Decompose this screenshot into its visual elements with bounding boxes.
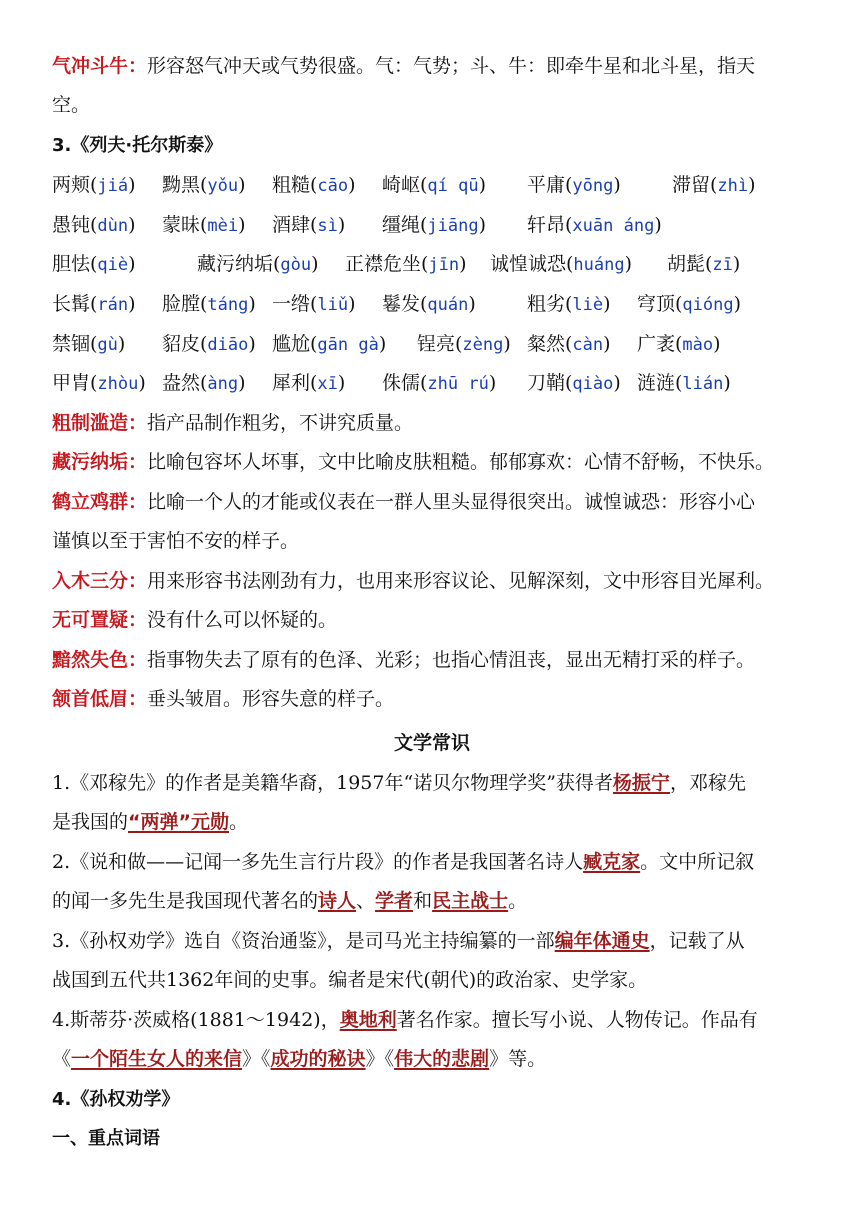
section-heading: 4.《孙权劝学》 xyxy=(52,1089,180,1110)
answer-text: 民主战士 xyxy=(432,890,509,912)
literature-heading: 文学常识 xyxy=(393,732,470,754)
vocabulary-item xyxy=(382,166,486,207)
lit-text: 著名作家。擅长写小说、人物传记。作品有 xyxy=(396,1009,758,1031)
definition-line xyxy=(52,483,755,523)
vocabulary-item xyxy=(52,325,125,366)
vocabulary-word: 酒肆( xyxy=(272,214,318,236)
vocabulary-word: 蒙昧( xyxy=(162,214,208,236)
vocabulary-item xyxy=(527,166,621,207)
answer-text: “两弹”元勋 xyxy=(128,811,229,833)
vocabulary-word: 广袤( xyxy=(637,333,683,355)
idiom-term: 气冲斗牛： xyxy=(52,55,148,77)
vocabulary-item xyxy=(272,364,345,405)
vocabulary-item xyxy=(382,206,486,247)
pinyin-text: jiāng xyxy=(427,216,479,236)
vocabulary-bracket: ) xyxy=(723,372,731,394)
pinyin-text: mèi xyxy=(207,216,239,236)
vocabulary-item xyxy=(527,206,662,247)
vocabulary-word: 貂皮( xyxy=(162,333,208,355)
vocabulary-word: 滞留( xyxy=(672,174,718,196)
vocabulary-bracket: ) xyxy=(337,372,346,394)
vocabulary-bracket: ) xyxy=(117,333,126,355)
vocabulary-word: 尴尬( xyxy=(272,333,318,355)
lit-text: 1.《邓稼先》的作者是美籍华裔，1957年“诺贝尔物理学奖”获得者 xyxy=(52,772,613,794)
vocabulary-bracket: ) xyxy=(603,333,611,355)
vocabulary-item xyxy=(197,245,319,286)
vocabulary-word: 刀鞘( xyxy=(527,372,573,394)
vocabulary-bracket: ) xyxy=(248,333,256,355)
vocabulary-bracket: ) xyxy=(238,372,246,394)
vocabulary-item xyxy=(417,325,511,366)
pinyin-text: gòu xyxy=(280,255,312,275)
pinyin-text: qióng xyxy=(682,295,734,315)
vocabulary-item xyxy=(272,285,356,326)
pinyin-text: càn xyxy=(572,335,604,355)
definition-line xyxy=(52,680,394,720)
vocabulary-item xyxy=(162,285,256,326)
idiom-term: 粗制滥造： xyxy=(52,412,148,434)
vocabulary-item xyxy=(162,364,246,405)
vocabulary-bracket: ) xyxy=(128,174,136,196)
vocabulary-bracket: ) xyxy=(732,253,741,275)
pinyin-text: lián xyxy=(682,374,724,394)
vocabulary-word: 鬈发( xyxy=(382,293,428,315)
pinyin-text: quán xyxy=(427,295,469,315)
vocabulary-bracket: ) xyxy=(138,372,146,394)
vocabulary-bracket: ) xyxy=(337,214,346,236)
vocabulary-word: 粲然( xyxy=(527,333,573,355)
pinyin-text: qí qū xyxy=(427,176,479,196)
vocabulary-item xyxy=(162,166,246,207)
subsection-heading: 一、重点词语 xyxy=(52,1128,160,1149)
pinyin-text: qiào xyxy=(572,374,614,394)
lit-text: 3.《孙权劝学》选自《资治通鉴》，是司马光主持编纂的一部 xyxy=(52,930,555,952)
vocabulary-row xyxy=(52,285,832,325)
vocabulary-bracket: ) xyxy=(603,293,611,315)
vocabulary-bracket: ) xyxy=(713,333,721,355)
vocabulary-bracket: ) xyxy=(478,214,487,236)
vocabulary-bracket: ) xyxy=(503,333,511,355)
pinyin-text: dùn xyxy=(97,216,129,236)
vocabulary-item xyxy=(272,166,356,207)
vocabulary-item xyxy=(637,364,731,405)
vocabulary-word: 一绺( xyxy=(272,293,318,315)
pinyin-text: diāo xyxy=(207,335,249,355)
definition-line xyxy=(52,522,299,562)
definition-line xyxy=(52,562,774,602)
vocabulary-item xyxy=(382,364,496,405)
lit-item-1-line2 xyxy=(52,803,248,843)
vocabulary-item xyxy=(527,285,611,326)
vocabulary-word: 长髯( xyxy=(52,293,98,315)
vocabulary-bracket: ) xyxy=(478,174,487,196)
lit-text: 。 xyxy=(229,811,249,833)
vocabulary-row xyxy=(52,245,832,285)
idiom-definition: 比喻一个人的才能或仪表在一群人里头显得很突出。诚惶诚恐：形容小心 xyxy=(147,491,756,513)
vocabulary-bracket: ) xyxy=(348,174,356,196)
lit-text: 、 xyxy=(356,890,376,912)
pinyin-text: yōng xyxy=(572,176,614,196)
lit-item-2-line2 xyxy=(52,882,527,922)
lit-text: 和 xyxy=(413,890,433,912)
pinyin-text: zhòu xyxy=(97,374,139,394)
vocabulary-bracket: ) xyxy=(348,293,356,315)
vocabulary-bracket: ) xyxy=(468,293,476,315)
vocabulary-word: 缰绳( xyxy=(382,214,428,236)
pinyin-text: àng xyxy=(207,374,239,394)
answer-text: 一个陌生女人的来信 xyxy=(71,1048,243,1070)
vocabulary-bracket: ) xyxy=(128,293,136,315)
vocabulary-bracket: ) xyxy=(488,372,497,394)
vocabulary-item xyxy=(637,325,721,366)
vocabulary-item xyxy=(162,325,256,366)
idiom-term: 入木三分： xyxy=(52,570,148,592)
pinyin-text: rán xyxy=(97,295,129,315)
lit-text: 》《 xyxy=(242,1048,271,1070)
idiom-definition: 垂头皱眉。形容失意的样子。 xyxy=(147,688,395,710)
idiom-definition: 谨慎以至于害怕不安的样子。 xyxy=(52,530,300,552)
vocabulary-word: 平庸( xyxy=(527,174,573,196)
idiom-definition: 形容怒气冲天或气势很盛。气：气势；斗、牛：即牵牛星和北斗星，指天 xyxy=(147,55,756,77)
lit-text: ，邓稼先 xyxy=(669,772,746,794)
idiom-term: 黯然失色： xyxy=(52,649,148,671)
vocabulary-bracket: ) xyxy=(733,293,742,315)
lit-text: 》等。 xyxy=(489,1048,547,1070)
vocabulary-row xyxy=(52,166,832,206)
vocabulary-item xyxy=(672,166,756,207)
idiom-definition: 用来形容书法刚劲有力，也用来形容议论、见解深刻，文中形容目光犀利。 xyxy=(147,570,775,592)
idiom-term: 无可置疑： xyxy=(52,609,148,631)
pinyin-text: táng xyxy=(207,295,249,315)
pinyin-text: mào xyxy=(682,335,714,355)
vocabulary-word: 胡髭( xyxy=(667,253,713,275)
pinyin-text: gān gà xyxy=(317,335,379,355)
vocabulary-item xyxy=(527,325,611,366)
vocabulary-bracket: ) xyxy=(238,214,246,236)
vocabulary-row xyxy=(52,206,832,246)
lit-item-3-line2: 战国到五代共1362年间的史事。编者是宋代(朝代)的政治家、史学家。 xyxy=(52,969,648,991)
pinyin-text: sì xyxy=(317,216,338,236)
lit-text: 》《 xyxy=(365,1048,395,1070)
vocabulary-word: 甲胄( xyxy=(52,372,98,394)
vocabulary-word: 禁锢( xyxy=(52,333,98,355)
definition-line xyxy=(52,47,755,87)
lit-item-4-line1 xyxy=(52,1001,758,1041)
vocabulary-word: 侏儒( xyxy=(382,372,428,394)
pinyin-text: gù xyxy=(97,335,118,355)
vocabulary-word: 锃亮( xyxy=(417,333,463,355)
idiom-definition: 没有什么可以怀疑的。 xyxy=(147,609,338,631)
pinyin-text: zī xyxy=(712,255,733,275)
vocabulary-item xyxy=(52,285,136,326)
definition-line xyxy=(52,601,337,641)
vocabulary-word: 藏污纳垢( xyxy=(197,253,281,275)
vocabulary-bracket: ) xyxy=(459,253,467,275)
vocabulary-row xyxy=(52,325,832,365)
lit-text: 《 xyxy=(52,1048,72,1070)
lit-item-3-line1 xyxy=(52,922,745,962)
vocabulary-bracket: ) xyxy=(248,293,256,315)
vocabulary-bracket: ) xyxy=(748,174,756,196)
vocabulary-word: 黝黑( xyxy=(162,174,208,196)
lit-text: 。 xyxy=(508,890,528,912)
lit-text: 4.斯蒂芬·茨威格(1881～1942)， xyxy=(52,1009,340,1031)
lit-text: 。文中所记叙 xyxy=(640,851,755,873)
vocabulary-word: 穹顶( xyxy=(637,293,683,315)
vocabulary-item xyxy=(382,285,476,326)
vocabulary-word: 胆怯( xyxy=(52,253,98,275)
answer-text: 编年体通史 xyxy=(554,930,650,952)
vocabulary-bracket: ) xyxy=(311,253,319,275)
idiom-term: 颔首低眉： xyxy=(52,688,148,710)
vocabulary-row xyxy=(52,364,832,404)
vocabulary-item xyxy=(272,325,386,366)
vocabulary-bracket: ) xyxy=(613,174,621,196)
vocabulary-item xyxy=(52,245,136,286)
vocabulary-word: 轩昂( xyxy=(527,214,573,236)
lit-text: 的闻一多先生是我国现代著名的 xyxy=(52,890,319,912)
pinyin-text: liè xyxy=(572,295,604,315)
vocabulary-item xyxy=(52,364,146,405)
lit-item-2-line1 xyxy=(52,843,754,883)
vocabulary-bracket: ) xyxy=(378,333,387,355)
vocabulary-item xyxy=(490,245,632,286)
vocabulary-item xyxy=(345,245,467,286)
answer-text: 伟大的悲剧 xyxy=(394,1048,490,1070)
answer-text: 奥地利 xyxy=(339,1009,397,1031)
pinyin-text: xī xyxy=(317,374,338,394)
vocabulary-bracket: ) xyxy=(238,174,246,196)
vocabulary-bracket: ) xyxy=(128,214,136,236)
pinyin-text: xuān áng xyxy=(572,216,655,236)
pinyin-text: zèng xyxy=(462,335,504,355)
pinyin-text: zhì xyxy=(717,176,749,196)
pinyin-text: liǔ xyxy=(317,295,349,315)
idiom-definition: 指产品制作粗劣，不讲究质量。 xyxy=(147,412,414,434)
definition-continuation: 空。 xyxy=(52,94,91,116)
pinyin-text: jīn xyxy=(428,255,460,275)
vocabulary-word: 诚惶诚恐( xyxy=(490,253,574,275)
vocabulary-item xyxy=(637,285,741,326)
pinyin-text: huáng xyxy=(573,255,625,275)
lit-item-1-line1 xyxy=(52,764,746,804)
definition-line xyxy=(52,404,413,444)
answer-text: 诗人 xyxy=(318,890,357,912)
vocabulary-item xyxy=(667,245,740,286)
lit-text: 是我国的 xyxy=(52,811,129,833)
definition-line xyxy=(52,443,774,483)
answer-text: 学者 xyxy=(375,890,414,912)
vocabulary-word: 正襟危坐( xyxy=(345,253,429,275)
vocabulary-word: 涟涟( xyxy=(637,372,683,394)
lit-text: 2.《说和做——记闻一多先生言行片段》的作者是我国著名诗人 xyxy=(52,851,584,873)
vocabulary-word: 粗劣( xyxy=(527,293,573,315)
definition-line xyxy=(52,641,755,681)
pinyin-text: zhū rú xyxy=(427,374,489,394)
vocabulary-word: 脸膛( xyxy=(162,293,208,315)
vocabulary-word: 愚钝( xyxy=(52,214,98,236)
idiom-term: 鹤立鸡群： xyxy=(52,491,148,513)
section-heading: 3.《列夫·托尔斯泰》 xyxy=(52,135,223,156)
vocabulary-bracket: ) xyxy=(128,253,136,275)
lit-text: ，记载了从 xyxy=(649,930,745,952)
vocabulary-item xyxy=(527,364,621,405)
vocabulary-word: 犀利( xyxy=(272,372,318,394)
vocabulary-bracket: ) xyxy=(624,253,633,275)
vocabulary-word: 盎然( xyxy=(162,372,208,394)
idiom-term: 藏污纳垢： xyxy=(52,451,148,473)
vocabulary-item xyxy=(52,166,136,207)
pinyin-text: cāo xyxy=(317,176,349,196)
idiom-definition: 比喻包容坏人坏事，文中比喻皮肤粗糙。郁郁寡欢：心情不舒畅，不快乐。 xyxy=(147,451,775,473)
vocabulary-word: 两颊( xyxy=(52,174,98,196)
answer-text: 臧克家 xyxy=(583,851,641,873)
vocabulary-word: 崎岖( xyxy=(382,174,428,196)
vocabulary-item xyxy=(52,206,136,247)
lit-item-4-line2 xyxy=(52,1040,546,1080)
idiom-definition: 指事物失去了原有的色泽、光彩；也指心情沮丧，显出无精打采的样子。 xyxy=(147,649,756,671)
pinyin-text: jiá xyxy=(97,176,129,196)
vocabulary-bracket: ) xyxy=(654,214,662,236)
vocabulary-word: 粗糙( xyxy=(272,174,318,196)
answer-text: 杨振宁 xyxy=(612,772,670,794)
pinyin-text: qiè xyxy=(97,255,129,275)
pinyin-text: yǒu xyxy=(207,176,239,196)
vocabulary-bracket: ) xyxy=(613,372,621,394)
vocabulary-item xyxy=(162,206,246,247)
vocabulary-item xyxy=(272,206,345,247)
answer-text: 成功的秘诀 xyxy=(270,1048,366,1070)
